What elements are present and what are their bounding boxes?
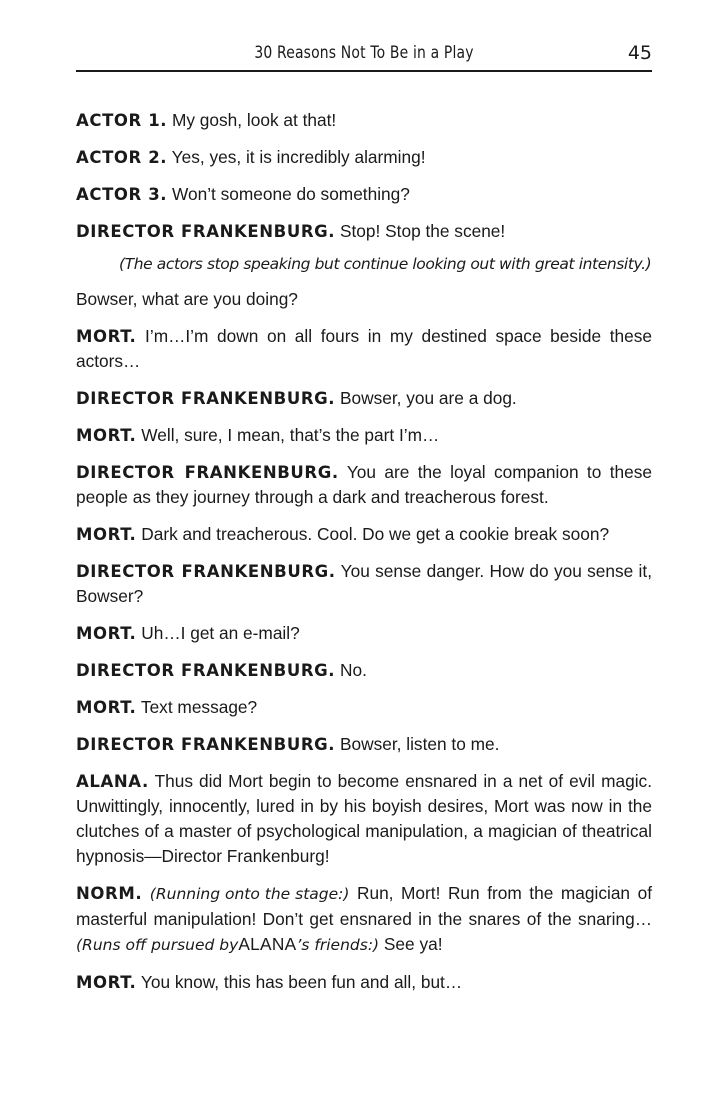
speaker-name: DIRECTOR FRANKENBURG. [76, 562, 336, 581]
character-name-inline: ALANA [238, 934, 297, 954]
speaker-name: MORT. [76, 525, 137, 544]
dialogue-line [76, 970, 652, 995]
dialogue-text: You sense danger. How do you sense it, Bowser? [76, 561, 652, 606]
dialogue-text: Stop! Stop the scene! [335, 221, 506, 241]
dialogue-text: Well, sure, I mean, that’s the part I’m… [136, 425, 440, 445]
dialogue-line [76, 522, 652, 547]
dialogue-text: Run, Mort! Run from the magician of masterful manipulation! Don’t get ensnared in the snares of the snaring… [76, 883, 652, 929]
speaker-name: ACTOR 2. [76, 148, 168, 167]
dialogue-line [76, 386, 652, 411]
dialogue-line [76, 559, 652, 609]
dialogue-line [76, 287, 652, 312]
dialogue-line [76, 732, 652, 757]
dialogue-line [76, 145, 652, 170]
dialogue-text: Bowser, what are you doing? [76, 289, 298, 309]
speaker-name: DIRECTOR FRANKENBURG. [76, 389, 336, 408]
script-body [76, 108, 652, 1007]
page-header [76, 40, 652, 72]
dialogue-line [76, 108, 652, 133]
dialogue-line [76, 881, 652, 958]
dialogue-text: Text message? [136, 697, 258, 717]
dialogue-text: Won’t someone do something? [167, 184, 410, 204]
dialogue-line [76, 460, 652, 510]
stage-direction-inline: ’s friends:) [296, 936, 380, 954]
speaker-name: DIRECTOR FRANKENBURG. [76, 735, 336, 754]
dialogue-line [76, 695, 652, 720]
dialogue-line [76, 219, 652, 244]
speaker-name: DIRECTOR FRANKENBURG. [76, 463, 339, 482]
speaker-name: MORT. [76, 698, 137, 717]
dialogue-text: Thus did Mort begin to become ensnared in a net of evil magic. Unwittingly, innocently, lured in by his boyish desires, Mort was now in the clutches of a master of psychological manipulation, a magician of theatrical hypnosis—Director Frankenburg! [76, 771, 652, 866]
dialogue-line [76, 658, 652, 683]
dialogue-text: Bowser, listen to me. [335, 734, 500, 754]
dialogue-line [76, 182, 652, 207]
dialogue-line [76, 769, 652, 869]
page-number: 45 [627, 42, 652, 64]
speaker-name: MORT. [76, 327, 137, 346]
dialogue-text: You are the loyal companion to these people as they journey through a dark and treacherous forest. [76, 462, 652, 507]
dialogue-text: I’m…I’m down on all fours in my destined space beside these actors… [76, 326, 652, 371]
speaker-name: ACTOR 1. [76, 111, 168, 130]
dialogue-text: Dark and treacherous. Cool. Do we get a cookie break soon? [136, 524, 610, 544]
speaker-name: MORT. [76, 426, 137, 445]
speaker-name: NORM. [76, 884, 143, 903]
dialogue-text: No. [335, 660, 367, 680]
speaker-name: MORT. [76, 973, 137, 992]
speaker-name: DIRECTOR FRANKENBURG. [76, 661, 336, 680]
stage-direction-inline: (Runs off pursued by [76, 936, 239, 954]
dialogue-text: Bowser, you are a dog. [335, 388, 517, 408]
speaker-name: DIRECTOR FRANKENBURG. [76, 222, 336, 241]
dialogue-text: My gosh, look at that! [167, 110, 337, 130]
speaker-name: ALANA. [76, 772, 149, 791]
dialogue-text: Uh…I get an e-mail? [136, 623, 300, 643]
running-title: 30 Reasons Not To Be in a Play [254, 43, 474, 63]
stage-direction-inline: (Running onto the stage:) [149, 885, 350, 903]
stage-direction: (The actors stop speaking but continue looking out with great intensity.) [119, 255, 652, 273]
dialogue-text: See ya! [379, 934, 443, 954]
speaker-name: MORT. [76, 624, 137, 643]
dialogue-line [76, 423, 652, 448]
speaker-name: ACTOR 3. [76, 185, 168, 204]
dialogue-text: You know, this has been fun and all, but… [136, 972, 463, 992]
dialogue-line [76, 324, 652, 374]
dialogue-line [76, 621, 652, 646]
dialogue-text: Yes, yes, it is incredibly alarming! [167, 147, 426, 167]
